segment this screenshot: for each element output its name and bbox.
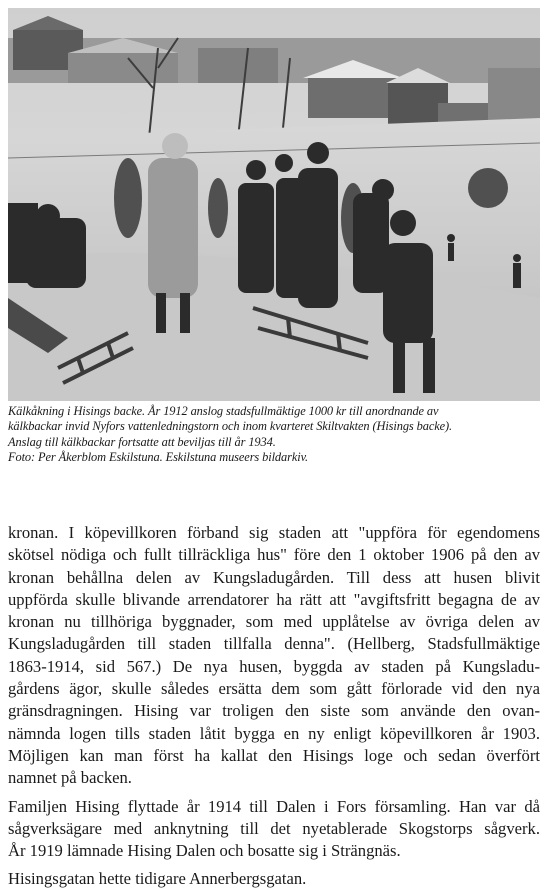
text-line: År 1919 lämnade Hising Dalen och bosatte sig i Strängnäs.	[8, 841, 401, 861]
text-line: uppförda skulle blivande arrendatorer ha rätt att "avgiftsfritt begagna de av	[8, 589, 540, 609]
paragraph-3	[8, 868, 540, 890]
sledding-scene-image	[8, 8, 540, 401]
text-line: Familjen Hising flyttade år 1914 till Dalen i Fors församling. Han var då	[8, 796, 540, 816]
caption-line: Anslag till kälkbackar fortsatte att beviljas till år 1934.	[8, 434, 276, 449]
text-line: kronan. I köpevillkoren förband sig staden att "uppföra för egendomens	[8, 523, 540, 542]
text-line: 1863-1914, sid 567.) De nya husen, byggda av staden på Kungsladu-	[8, 656, 540, 676]
text-line: nämnda logen tills staden låtit bygga en ny enligt köpevillkoren år 1903.	[8, 723, 540, 743]
text-line: Hisingsgatan hette tidigare Annerbergsgatan.	[8, 869, 307, 889]
historical-photo	[8, 8, 540, 401]
article-body	[8, 522, 540, 891]
text-line: Kungsladugården till staden tillfalla denna". (Hellberg, Stadsfullmäktige	[8, 634, 540, 654]
text-line: skötsel nödiga och fullt tillräckliga hus" före den 1 oktober 1906 på den av	[8, 545, 540, 565]
paragraph-1	[8, 522, 540, 790]
text-line: gränsdragningen. Hising var troligen den siste som använde den ovan-	[8, 701, 540, 721]
caption-credit-line: Foto: Per Åkerblom Eskilstuna. Eskilstuna museers bildarkiv.	[8, 449, 309, 464]
caption-line: Kälkåkning i Hisings backe. År 1912 anslog stadsfullmäktige 1000 kr till anordnande av	[8, 404, 439, 418]
photo-caption	[8, 404, 540, 465]
text-line: kronan nu tillhöriga byggnader, som med upplåtelse av övriga delen av	[8, 612, 540, 632]
text-line: sågverksägare med anknytning till det nyetablerade Skogstorps sågverk.	[8, 818, 540, 838]
text-line: kronan behållna delen av Kungsladugården. Till dess att husen blivit	[8, 567, 540, 587]
text-line: Möjligen kan man först ha kallat den Hisings loge och sedan överfört	[8, 745, 540, 765]
caption-line: kälkbackar invid Nyfors vattenledningstorn och inom kvarteret Skiltvakten (Hisings backe).	[8, 419, 453, 434]
text-line: namnet på backen.	[8, 768, 132, 788]
paragraph-2	[8, 796, 540, 863]
text-line: gårdens ägor, skulle således ersätta dem som gått förlorade vid den nya	[8, 679, 540, 699]
